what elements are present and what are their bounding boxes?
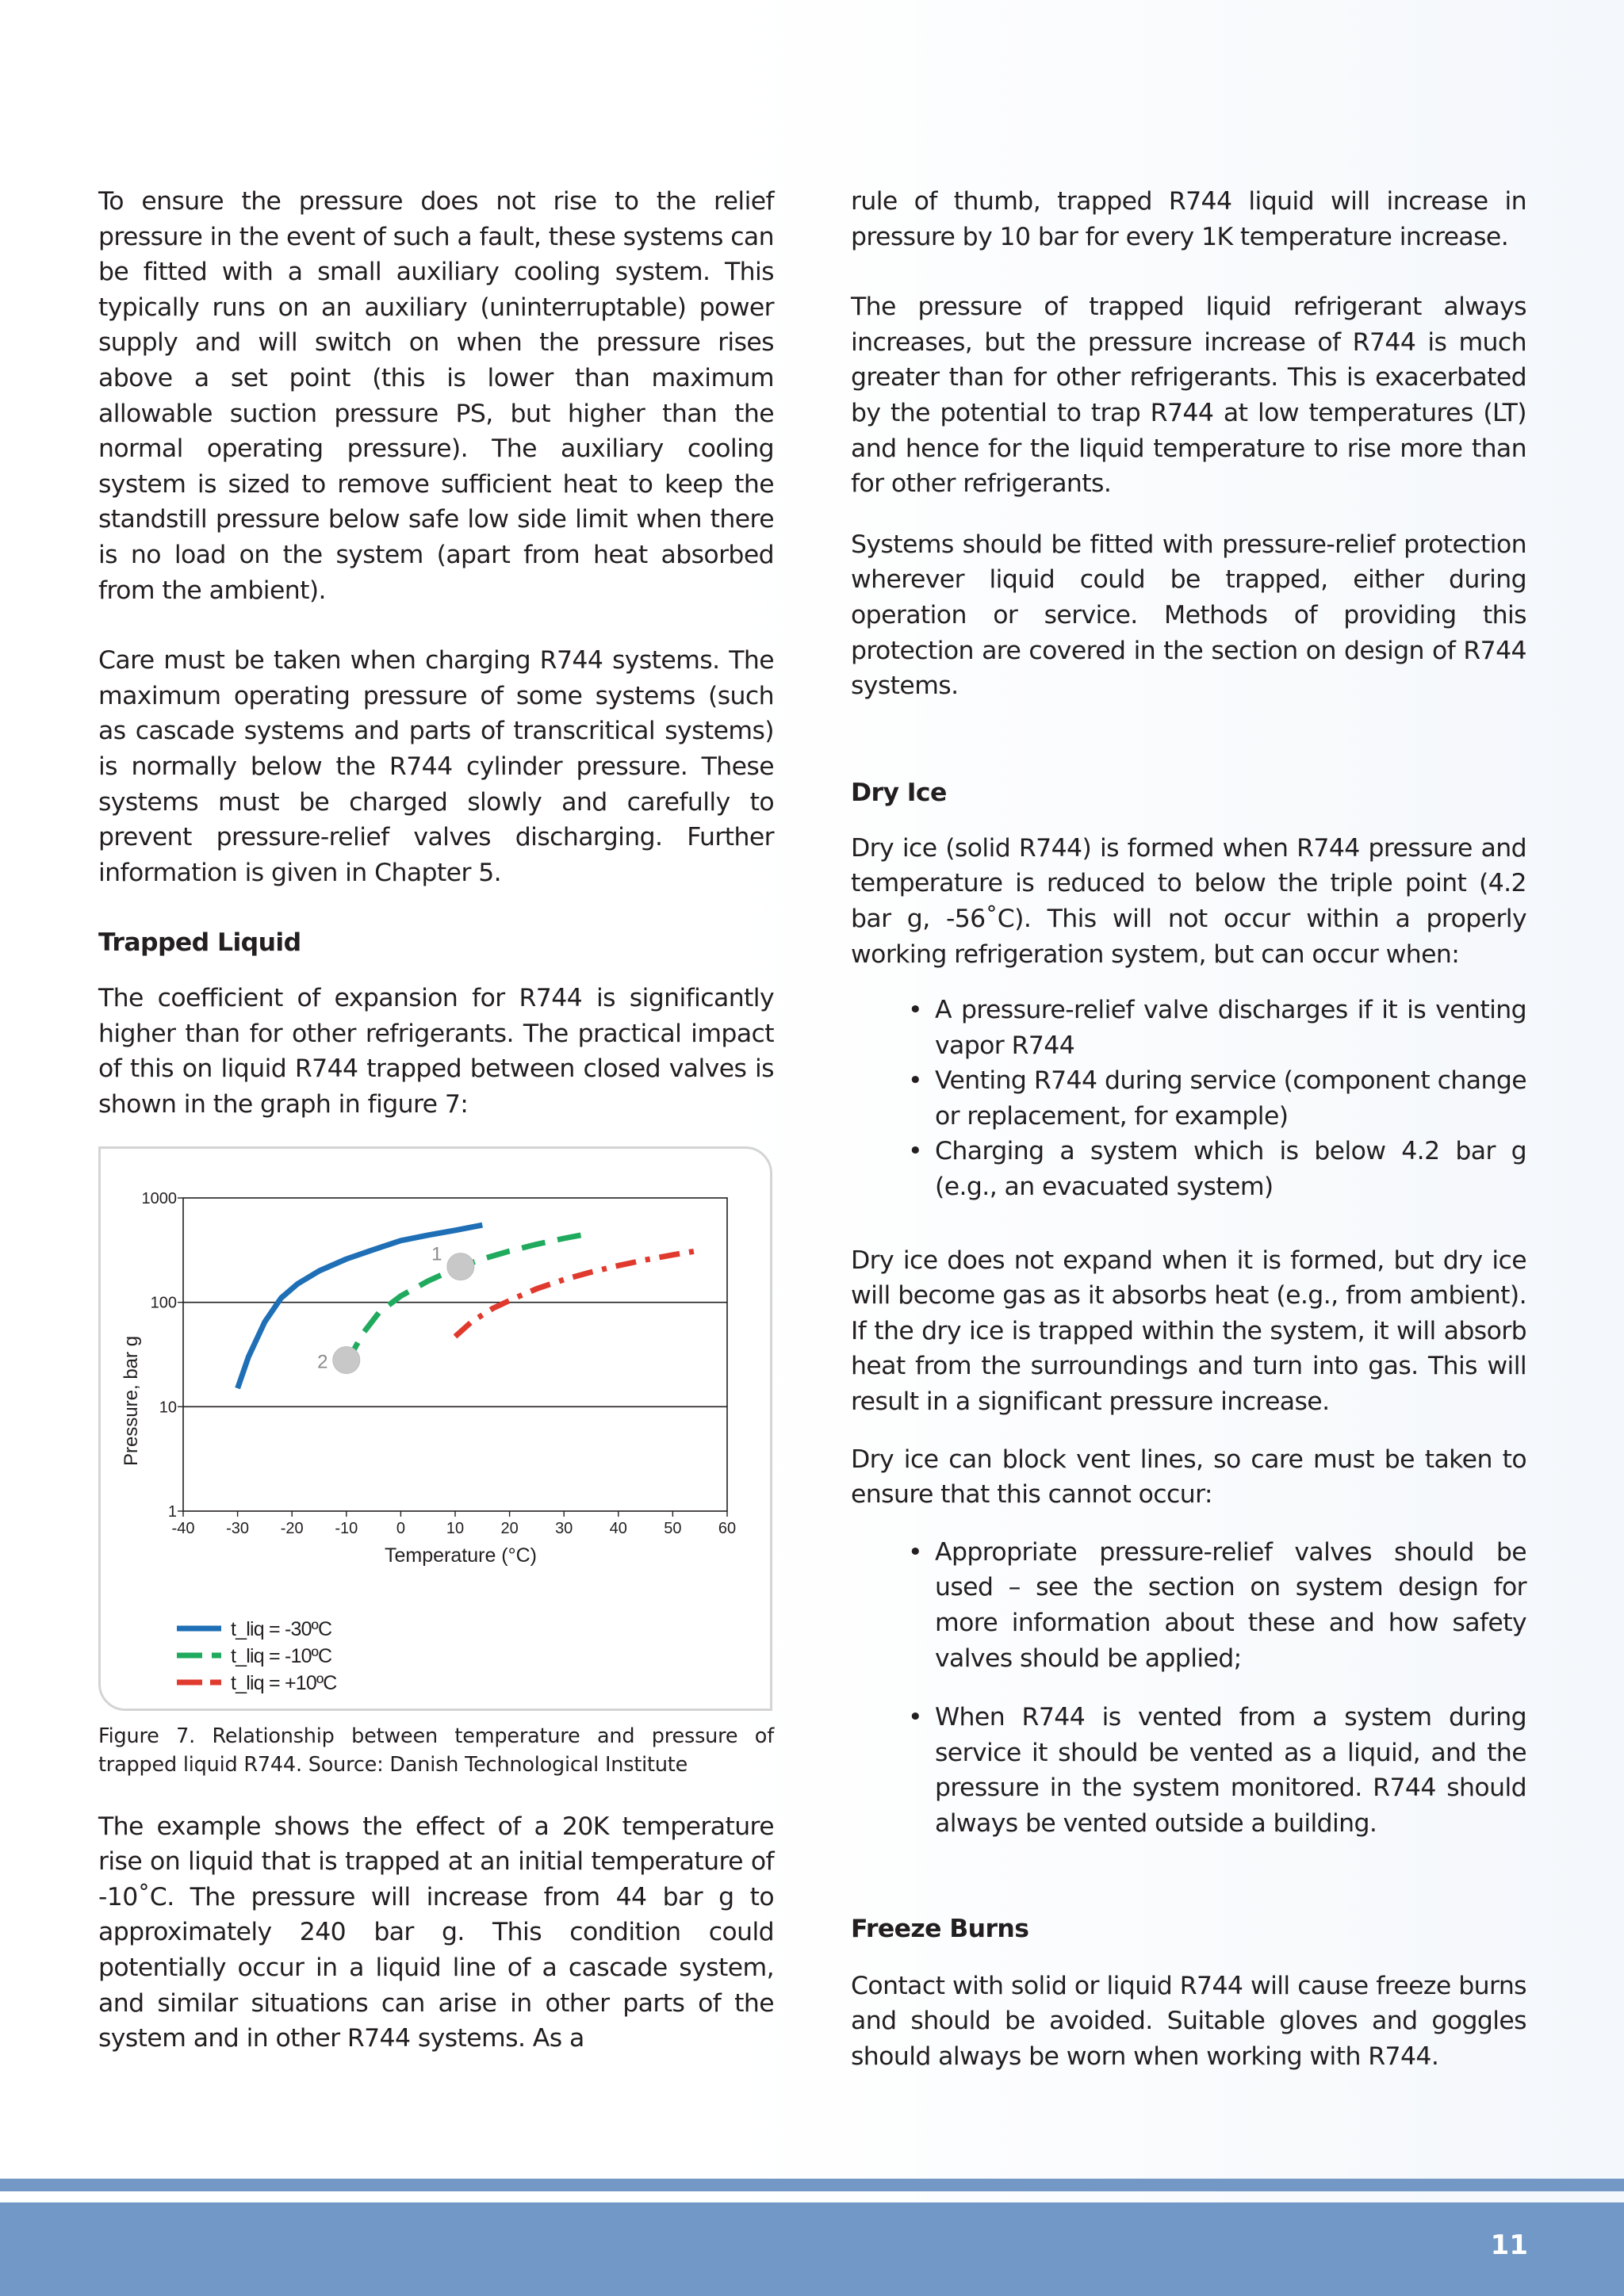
paragraph-example: The example shows the effect of a 20K temperature rise on liquid that is trapped at an initial temperature of -10˚C. The pressure will increase from 44 bar g to approximately 240 bar g. This condition could potentially occur in a liquid line of a cascade system, and similar situations can arise in other parts of the system and in other R744 systems. As a xyxy=(98,1812,774,2053)
x-tick-label: 10 xyxy=(446,1519,465,1537)
x-tick-label: 30 xyxy=(555,1519,573,1537)
paragraph-rule-of-thumb: rule of thumb, trapped R744 liquid will increase in pressure by 10 bar for every 1K temperature increase. xyxy=(851,187,1526,251)
paragraph-coefficient: The coefficient of expansion for R744 is significantly higher than for other refrigerants. The practical impact of this on liquid R744 trapped between closed valves is shown in the graph in figure 7: xyxy=(98,984,774,1119)
heading-dry-ice: Dry Ice xyxy=(851,778,947,807)
x-axis-label: Temperature (°C) xyxy=(385,1544,537,1567)
vent-measures-list xyxy=(851,1535,1526,1842)
y-tick-label: 1000 xyxy=(141,1189,177,1207)
legend-label: t_liq = -30ºC xyxy=(231,1617,332,1640)
footer-stripe xyxy=(0,2179,1624,2191)
y-tick-label: 1 xyxy=(167,1502,177,1521)
point-marker-label: 2 xyxy=(317,1351,328,1373)
point-marker xyxy=(447,1253,474,1280)
point-marker-label: 1 xyxy=(431,1243,442,1265)
list-item: • When R744 is vented from a system during service it should be vented as a liquid, and the pressure in the system monitored. R744 should always be vented outside a building. xyxy=(935,1700,1526,1841)
left-column xyxy=(98,184,774,2057)
paragraph-dry-ice-expand: Dry ice does not expand when it is formed, but dry ice will become gas as it absorbs heat (e.g., from ambient). If the dry ice is trapped within the system, it will absorb heat from the surroundings and turn into gas. This will result in a significant pressure increase. xyxy=(851,1246,1526,1417)
list-item: • Venting R744 during service (component change or replacement, for example) xyxy=(935,1063,1526,1134)
x-tick-label: 40 xyxy=(609,1519,627,1537)
x-tick-label: -20 xyxy=(280,1519,304,1537)
x-tick-label: -10 xyxy=(335,1519,358,1537)
paragraph-vent-lines: Dry ice can block vent lines, so care must be taken to ensure that this cannot occur: xyxy=(851,1445,1526,1510)
y-tick-label: 10 xyxy=(159,1398,177,1416)
y-tick-label: 100 xyxy=(150,1294,177,1312)
y-axis-label: Pressure, bar g xyxy=(121,1335,142,1466)
series-line-3 xyxy=(455,1250,700,1337)
list-item: • Charging a system which is below 4.2 bar g (e.g., an evacuated system) xyxy=(935,1134,1526,1204)
x-tick-label: 60 xyxy=(718,1519,737,1537)
figure-7-chart xyxy=(98,1146,772,1711)
list-item: • Appropriate pressure-relief valves should be used – see the section on system design for more information about these and how safety valves should be applied; xyxy=(935,1535,1526,1676)
paragraph-charging: Care must be taken when charging R744 systems. The maximum operating pressure of some systems (such as cascade systems and parts of transcritical systems) is normally below the R744 cylinder pressure. These systems must be charged slowly and carefully to prevent pressure-relief valves discharging. Further information is given in Chapter 5. xyxy=(98,646,774,887)
legend-label: t_liq = -10ºC xyxy=(231,1644,332,1667)
footer-band xyxy=(0,2202,1624,2296)
x-tick-label: 50 xyxy=(664,1519,682,1537)
figure-caption: Figure 7. Relationship between temperature and pressure of trapped liquid R744. Source: Danish Technological Institute xyxy=(98,1724,774,1777)
series-line-1 xyxy=(238,1225,483,1388)
plot-area-frame xyxy=(183,1198,727,1511)
series-line-2 xyxy=(347,1233,592,1363)
point-marker xyxy=(333,1346,360,1373)
heading-freeze-burns: Freeze Burns xyxy=(851,1914,1029,1943)
x-tick-label: 20 xyxy=(500,1519,519,1537)
paragraph-pressure-relief: Systems should be fitted with pressure-relief protection wherever liquid could be trapped, either during operation or service. Methods of providing this protection are covered in the section on design of R744 systems. xyxy=(851,530,1526,701)
x-tick-label: -30 xyxy=(226,1519,250,1537)
dry-ice-causes-list xyxy=(851,993,1526,1205)
paragraph-dry-ice-formed: Dry ice (solid R744) is formed when R744 pressure and temperature is reduced to below the triple point (4.2 bar g, -56˚C). This will not occur within a properly working refrigeration system, but can occur when: xyxy=(851,833,1526,969)
paragraph-pressure-trapped: The pressure of trapped liquid refrigerant always increases, but the pressure increase of R744 is much greater than for other refrigerants. This is exacerbated by the potential to trap R744 at low temperatures (LT) and hence for the liquid temperature to rise more than for other refrigerants. xyxy=(851,293,1526,499)
legend-label: t_liq = +10ºC xyxy=(231,1671,337,1694)
x-tick-label: 0 xyxy=(396,1519,405,1537)
paragraph-freeze-burns: Contact with solid or liquid R744 will cause freeze burns and should be avoided. Suitable gloves and goggles should always be worn when working with R744. xyxy=(851,1971,1526,2071)
page-number: 11 xyxy=(1490,2229,1528,2261)
x-tick-label: -40 xyxy=(171,1519,195,1537)
right-column xyxy=(851,184,1526,2074)
chart-svg xyxy=(101,1149,775,1713)
list-item: • A pressure-relief valve discharges if it is venting vapor R744 xyxy=(935,993,1526,1063)
heading-trapped-liquid: Trapped Liquid xyxy=(98,928,301,958)
paragraph-auxiliary-cooling: To ensure the pressure does not rise to the relief pressure in the event of such a fault, these systems can be fitted with a small auxiliary cooling system. This typically runs on an auxiliary (uninterruptable) power supply and will switch on when the pressure rises above a set point (this is lower than maximum allowable suction pressure PS, but higher than the normal operating pressure). The auxiliary cooling system is sized to remove sufficient heat to keep the standstill pressure below safe low side limit when there is no load on the system (apart from heat absorbed from the ambient). xyxy=(98,187,774,605)
